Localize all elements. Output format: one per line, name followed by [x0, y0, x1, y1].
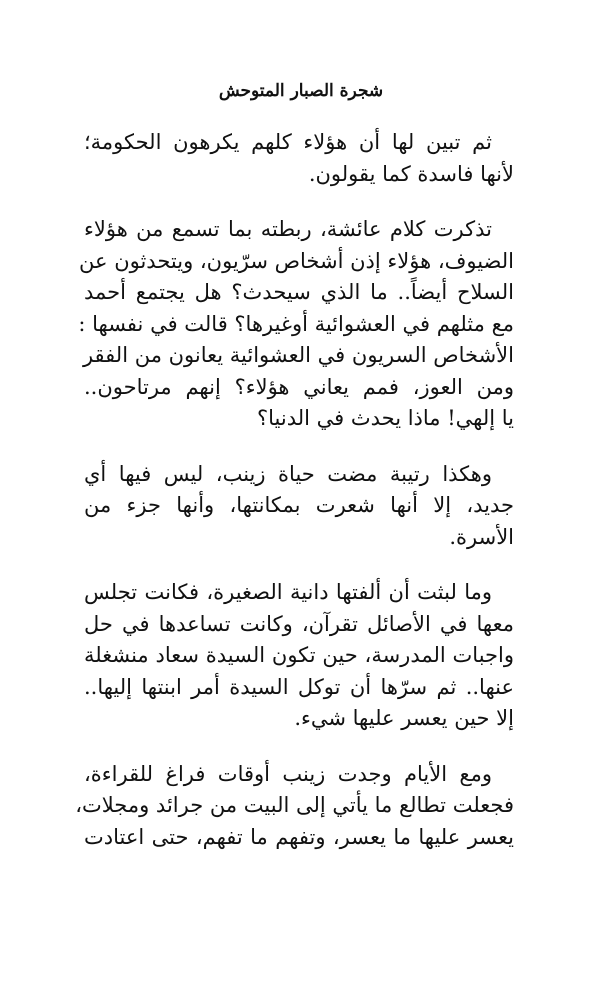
- text-line: عنها.. ثم سرّها أن توكل السيدة أمر ابنتها إليها..: [84, 674, 514, 699]
- text-line: الأشخاص السريون في العشوائية يعانون من الفقر: [82, 343, 514, 367]
- text-line: يعسر عليها ما يعسر، وتفهم ما تفهم، حتى اعتادت: [84, 824, 514, 849]
- text-line: ومع الأيام وجدت زينب أوقات فراغ للقراءة،: [84, 761, 492, 786]
- text-line: وما لبثت أن ألفتها دانية الصغيرة، فكانت تجلس: [84, 580, 492, 604]
- text-line: جديد، إلا أنها شعرت بمكانتها، وأنها جزء من: [84, 493, 514, 517]
- text-line: إلا حين يعسر عليها شيء.: [294, 706, 514, 730]
- text-line: فجعلت تطالع ما يأتي إلى البيت من جرائد ومجلات،: [75, 793, 514, 817]
- text-line: يا إلهي! ماذا يحدث في الدنيا؟: [256, 406, 514, 430]
- paragraph-1: [84, 127, 514, 190]
- text-line: وهكذا رتيبة مضت حياة زينب، ليس فيها أي: [84, 461, 492, 486]
- text-line: لأنها فاسدة كما يقولون.: [308, 161, 514, 186]
- text-line: ومن العوز، فمم يعاني هؤلاء؟ إنهم مرتاحون..: [84, 374, 514, 399]
- paragraph-2: [78, 214, 514, 435]
- paragraph-4: [84, 577, 514, 735]
- text-line: مع مثلهم في العشوائية أوغيرها؟ قالت في نفسها :: [78, 311, 514, 336]
- text-line: السلاح أيضاً.. ما الذي سيحدث؟ هل يجتمع أحمد: [84, 280, 514, 304]
- text-line: تذكرت كلام عائشة، ربطته بما تسمع من هؤلاء: [84, 217, 492, 241]
- text-line: الضيوف، هؤلاء إذن أشخاص سرّيون، ويتحدثون عن: [79, 248, 514, 273]
- body-text: [75, 127, 514, 877]
- text-line: الأسرة.: [449, 524, 514, 549]
- running-header: شجرة الصبار المتوحش: [218, 81, 384, 101]
- text-line: ثم تبين لها أن هؤلاء كلهم يكرهون الحكومة؛: [84, 130, 492, 154]
- text-line: واجبات المدرسة، حين تكون السيدة سعاد منشغلة: [84, 643, 514, 667]
- paragraph-5: [75, 759, 514, 854]
- paragraph-3: [84, 459, 514, 554]
- text-line: معها في الأصائل تقرآن، وكانت تساعدها في حل: [84, 611, 514, 636]
